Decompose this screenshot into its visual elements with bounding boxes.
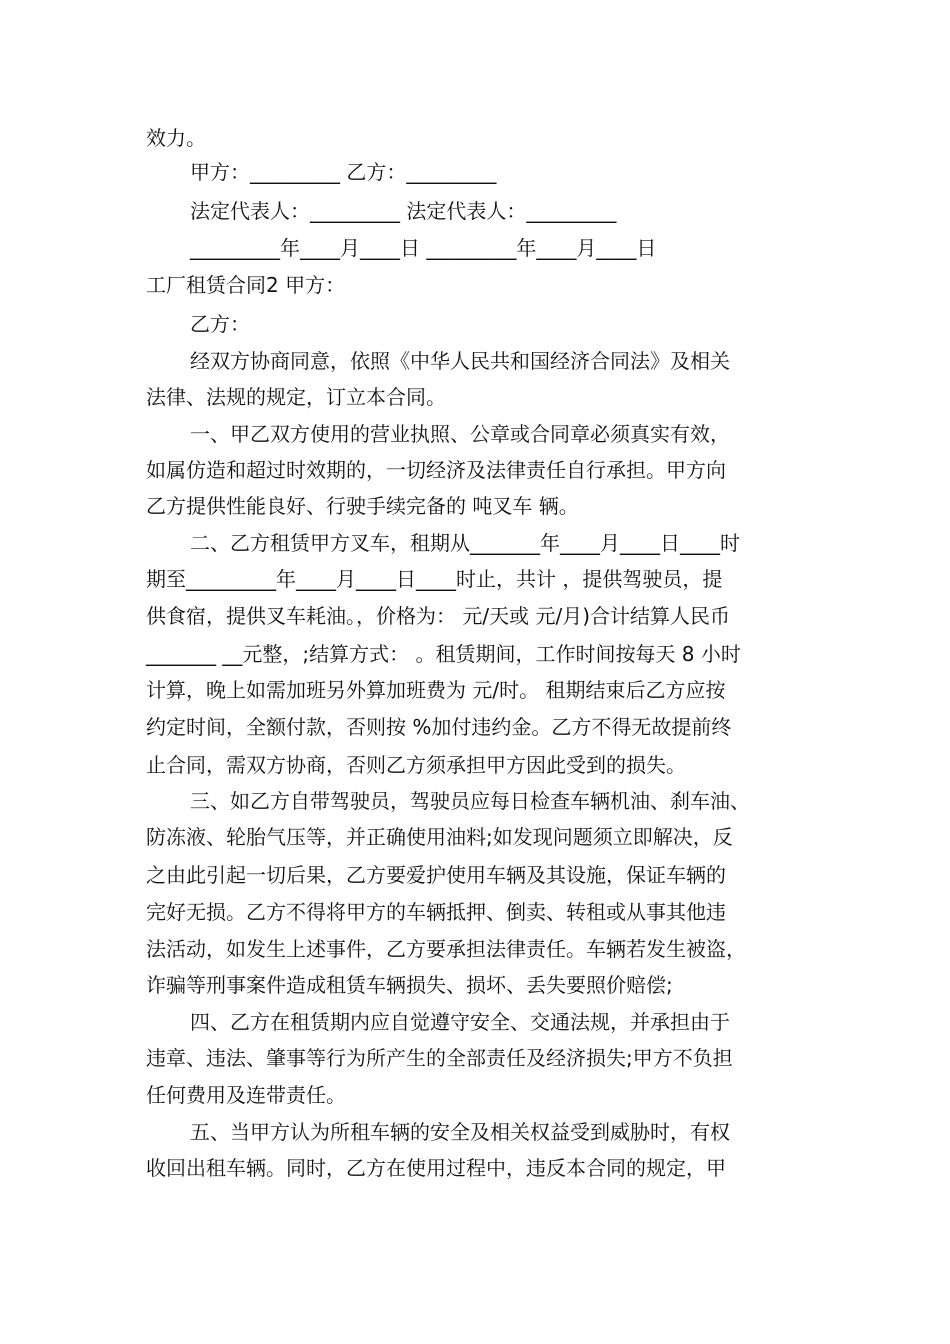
party-b-line: 乙方：	[190, 312, 250, 336]
text-line: 期至_________年____月____日____时止，共计 ，提供驾驶员，提	[146, 567, 723, 591]
text-line: 效力。	[146, 126, 206, 150]
text-line: 约定时间，全额付款，否则按 %加付违约金。乙方不得无故提前终	[146, 715, 732, 739]
clause-3-line: 三、如乙方自带驾驶员，驾驶员应每日检查车辆机油、刹车油、	[190, 789, 750, 813]
text-line: 供食宿，提供叉车耗油。，价格为： 元/天或 元/月)合计结算人民币	[146, 604, 730, 628]
text-line: 乙方提供性能良好、行驶手续完备的 吨叉车 辆。	[146, 494, 579, 518]
text-line: 任何费用及连带责任。	[146, 1083, 346, 1107]
text-line: 防冻液、轮胎气压等，并正确使用油料;如发现问题须立即解决，反	[146, 825, 733, 849]
clause-1-line: 一、甲乙双方使用的营业执照、公章或合同章必须真实有效，	[190, 422, 730, 446]
contract-title-line: 工厂租赁合同2 甲方：	[146, 273, 346, 297]
text-line: 法律、法规的规定，订立本合同。	[146, 385, 446, 409]
text-line: 之由此引起一切后果，乙方要爱护使用车辆及其设施，保证车辆的	[146, 863, 726, 887]
text-line: 完好无损。乙方不得将甲方的车辆抵押、倒卖、转租或从事其他违	[146, 900, 726, 924]
text-line: 诈骗等刑事案件造成租赁车辆损失、损坏、丢失要照价赔偿;	[146, 973, 673, 997]
text-line: 计算，晚上如需加班另外算加班费为 元/时。 租期结束后乙方应按	[146, 678, 726, 702]
text-line: 经双方协商同意，依照《中华人民共和国经济合同法》及相关	[190, 349, 730, 373]
signature-line-parties: 甲方：_________ 乙方：_________	[190, 160, 497, 184]
signature-line-dates: _________年____月____日 _________年____月____日	[190, 236, 657, 260]
text-line: 法活动，如发生上述事件，乙方要承担法律责任。车辆若发生被盗，	[146, 937, 746, 961]
clause-2-line: 二、乙方租赁甲方叉车，租期从_______年____月____日____时	[190, 531, 740, 555]
text-line: 违章、违法、肇事等行为所产生的全部责任及经济损失;甲方不负担	[146, 1046, 733, 1070]
text-line: _______ __元整，;结算方式： 。租赁期间，工作时间按每天 8 小时	[146, 642, 741, 666]
text-line: 如属仿造和超过时效期的，一切经济及法律责任自行承担。甲方向	[146, 458, 726, 482]
signature-line-representatives: 法定代表人：_________ 法定代表人：_________	[190, 199, 617, 223]
clause-4-line: 四、乙方在租赁期内应自觉遵守安全、交通法规，并承担由于	[190, 1010, 730, 1034]
text-line: 止合同，需双方协商，否则乙方须承担甲方因此受到的损失。	[146, 753, 686, 777]
text-line: 收回出租车辆。同时，乙方在使用过程中，违反本合同的规定，甲	[146, 1156, 726, 1180]
clause-5-line: 五、当甲方认为所租车辆的安全及相关权益受到威胁时，有权	[190, 1120, 730, 1144]
